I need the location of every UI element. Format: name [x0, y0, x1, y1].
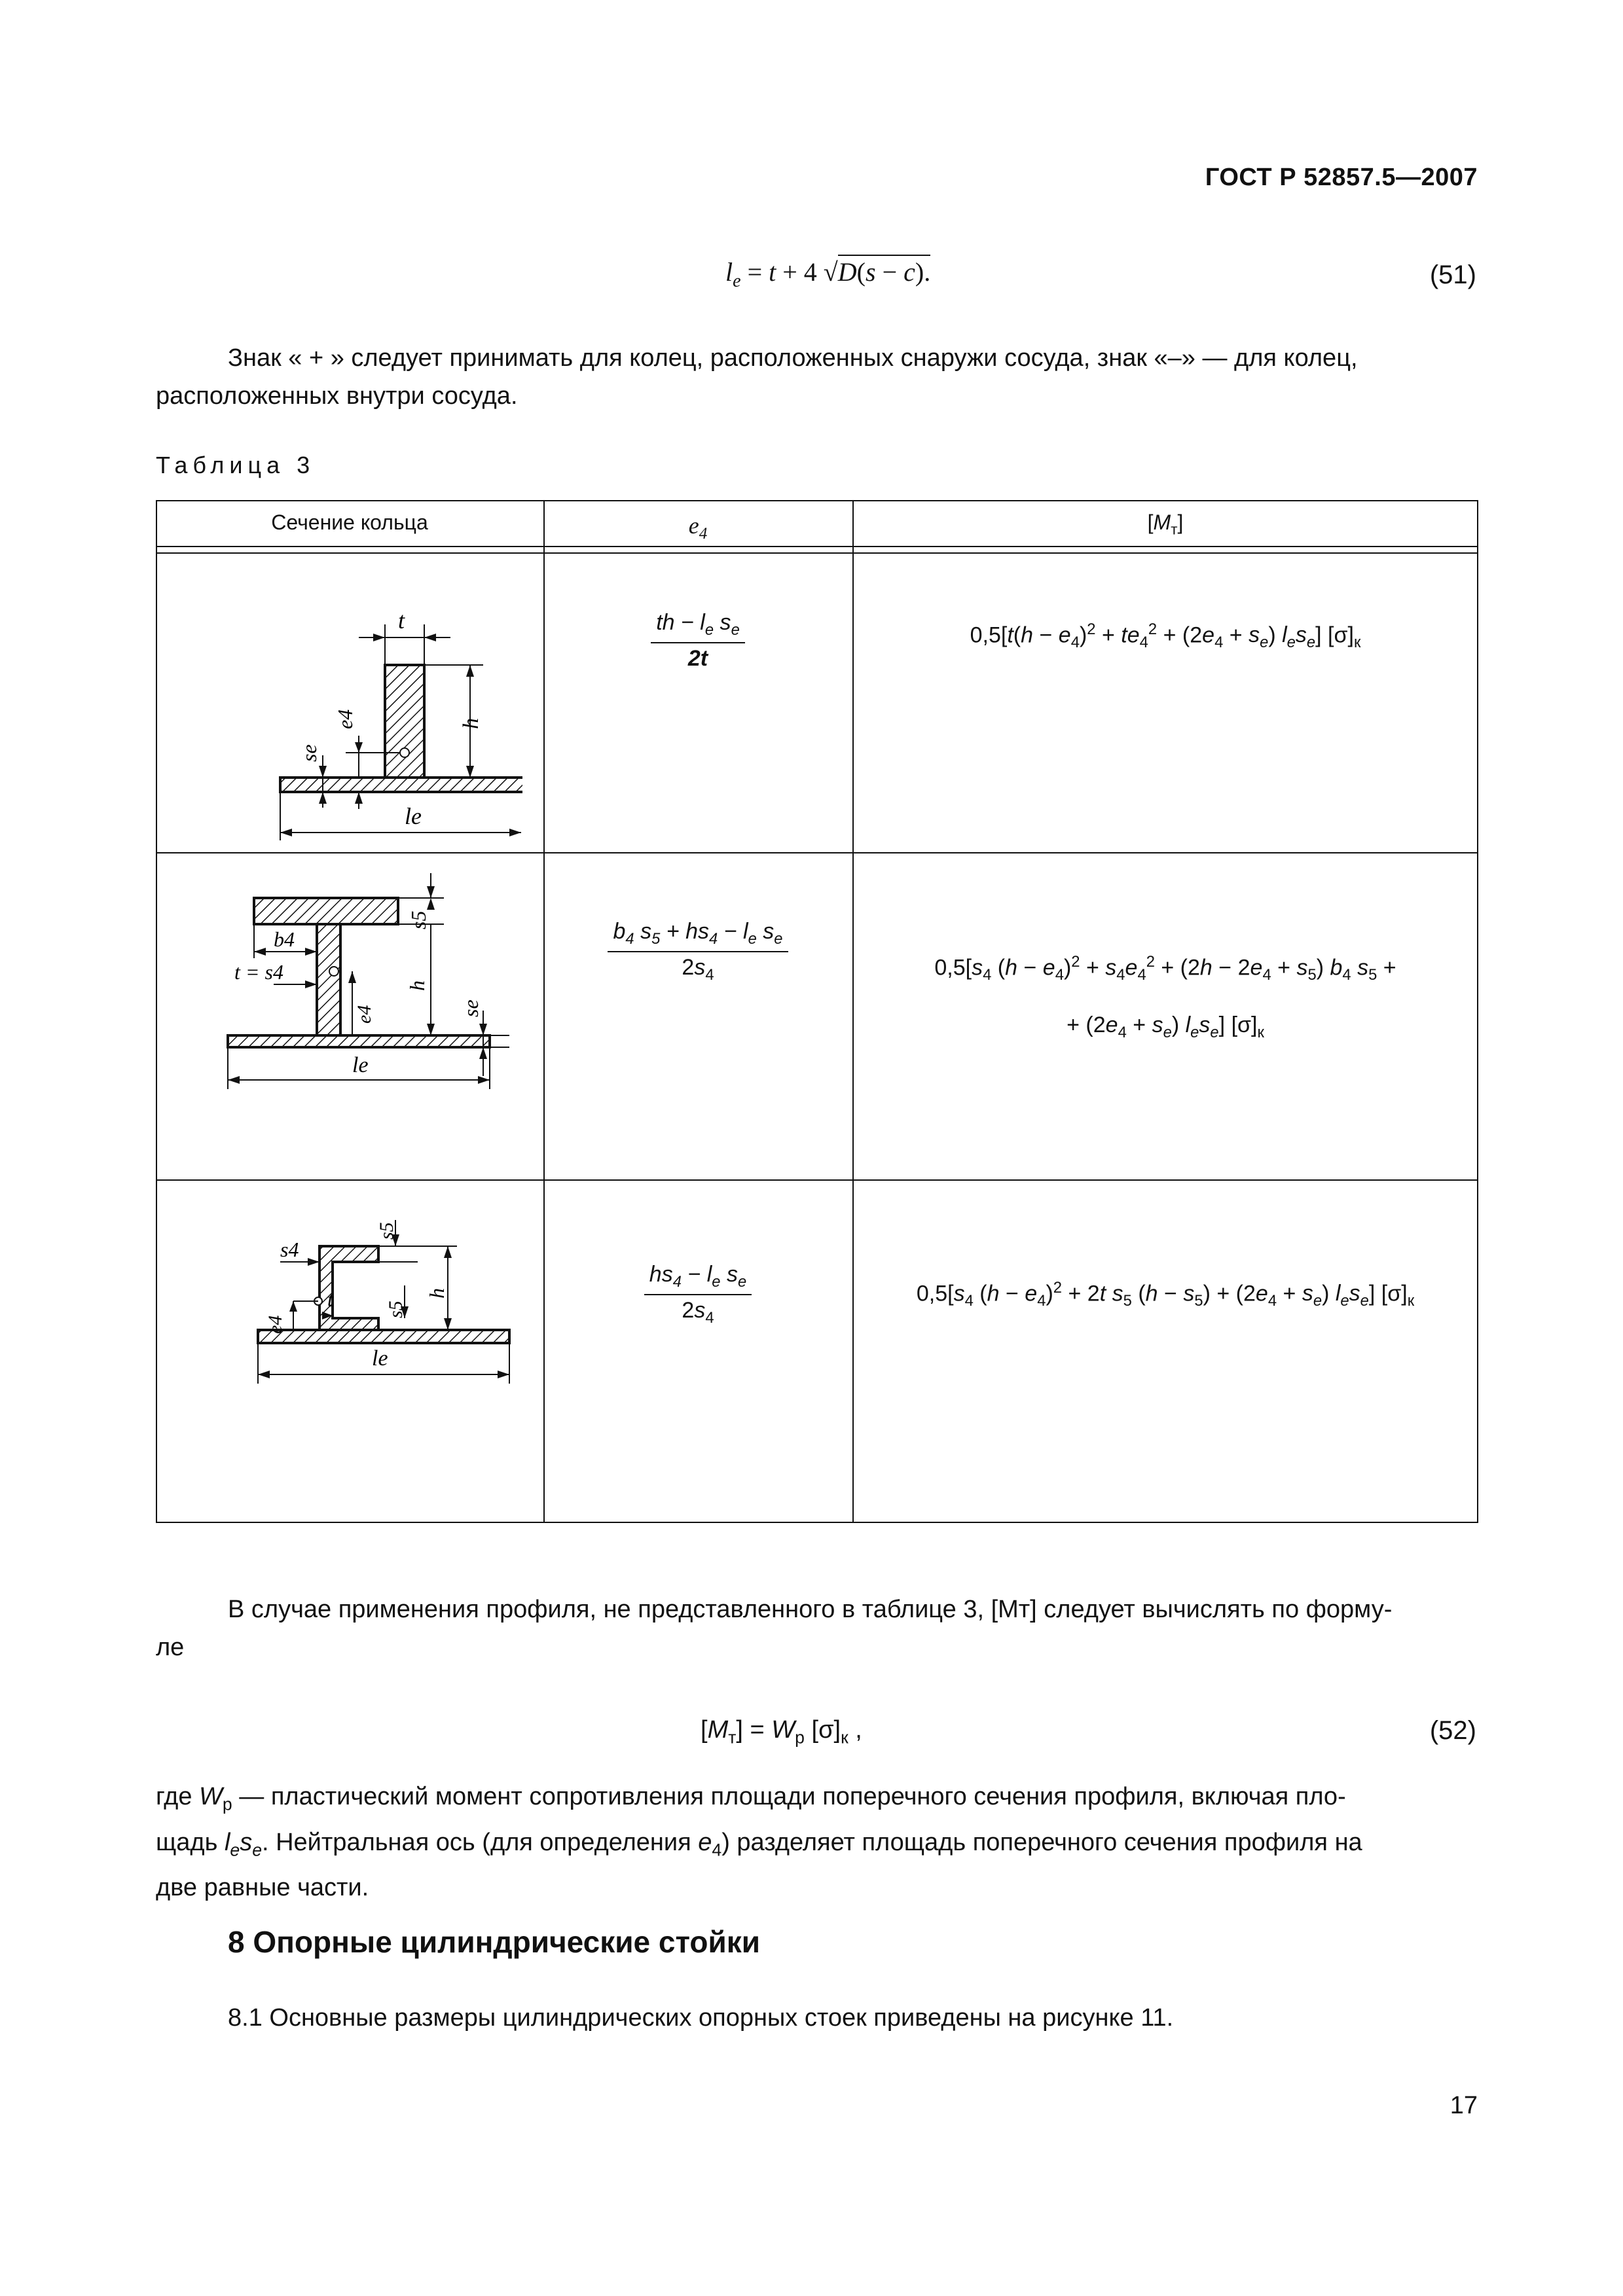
page-number: 17 — [1450, 2092, 1478, 2119]
column-header-e4: $e_4$ — [688, 512, 708, 543]
svg-text:h: h — [405, 980, 429, 991]
paragraph-sign-rule — [156, 339, 1478, 415]
ring-section-diagram-channel — [208, 1194, 536, 1495]
svg-text:b4: b4 — [274, 927, 295, 951]
paragraph-line: Знак « + » следует принимать для колец, расположенных снаружи сосуда, знак «–» — для колец, — [228, 344, 1358, 372]
paragraph-line: где $W_р$ — пластический момент сопротивления площади поперечного сечения профиля, включая пло- — [156, 1783, 1346, 1814]
table-caption: Таблица 3 — [156, 452, 316, 478]
svg-text:t: t — [398, 607, 405, 634]
e4-formula-row-3: $\frac{hs_4 - l_e s_e}{2s_4}$ — [543, 1262, 852, 1327]
text-fragment: ) разделяет площадь поперечного сечения профиля на — [721, 1828, 1362, 1856]
equation-52: $[M_т] = W_р$ $[\sigma]_к$ , — [701, 1716, 862, 1748]
svg-text:le: le — [352, 1053, 369, 1077]
svg-text:h: h — [459, 718, 483, 729]
e4-formula-row-1: $\frac{th - l_e s_e}{2t}$ — [543, 610, 852, 672]
e4-formula-row-2: $\frac{b_4 s_5 + hs_4 - l_e s_e}{2s_4}$ — [543, 919, 852, 984]
svg-text:se: se — [297, 744, 321, 762]
column-header-moment: $[M_т]$ — [1147, 511, 1184, 538]
equation-51: $l_e = t + 4$ √D(s − c). — [725, 257, 930, 292]
paragraph-line: В случае применения профиля, не представленного в таблице 3, [Mт] следует вычислять по форму- — [228, 1596, 1393, 1623]
svg-text:s5: s5 — [376, 1222, 397, 1240]
svg-text:le: le — [405, 803, 422, 829]
paragraph-line: расположенных внутри сосуда. — [156, 382, 518, 410]
moment-formula-row-2: $0,5[s_4$ $(h - e_4)^2 + s_4e_4^2 + (2h - 2e_4 + s_5)$ $b_4$ $s_5$ + + $(2e_4 + s_e)$ $l_es_e$] $[\sigma]_к$ — [934, 953, 1396, 1041]
paragraph-definitions — [156, 1778, 1478, 1907]
text-fragment: где — [156, 1783, 200, 1810]
equation-51-number: (51) — [1429, 260, 1476, 289]
paragraph-line: две равные части. — [156, 1874, 369, 1902]
svg-text:h: h — [425, 1288, 448, 1299]
paragraph-line: щадь $l_es_e$. Нейтральная ось (для определения $e_4$) разделяет площадь поперечного сечения профиля на — [156, 1828, 1362, 1860]
section-heading: 8 Опорные цилиндрические стойки — [228, 1925, 761, 1959]
equation-52-number: (52) — [1429, 1716, 1476, 1745]
svg-text:e4: e4 — [264, 1315, 286, 1334]
svg-text:le: le — [372, 1346, 388, 1371]
svg-text:s4: s4 — [280, 1238, 299, 1261]
moment-formula-row-3: $0,5[s_4$ $(h - e_4)^2 + 2t$ $s_5$ $(h - s_5) + (2e_4 + s_e)$ $l_es_e$] $[\sigma]_к$ — [916, 1279, 1415, 1310]
svg-text:e4: e4 — [333, 709, 357, 729]
ring-section-diagram-t-bar — [208, 565, 522, 847]
svg-text:e4: e4 — [354, 1005, 375, 1024]
column-header-section: Сечение кольца — [271, 511, 428, 534]
moment-formula-row-1: $0,5[t(h - e_4)^2 + te_4^2 + (2e_4 + s_e)$ $l_es_e$] $[\sigma]_к$ — [970, 620, 1361, 652]
table-3 — [156, 500, 1478, 1523]
document-header: ГОСТ Р 52857.5—2007 — [1205, 164, 1478, 191]
paragraph-other-profile — [156, 1590, 1478, 1666]
svg-text:t: t — [327, 1287, 333, 1311]
svg-text:s5: s5 — [407, 910, 430, 929]
svg-text:se: se — [459, 999, 483, 1017]
ring-section-diagram-tee — [195, 867, 536, 1168]
svg-text:s5: s5 — [385, 1300, 407, 1318]
paragraph-line: ле — [156, 1634, 185, 1661]
text-fragment: щадь — [156, 1828, 225, 1856]
paragraph-8-1: 8.1 Основные размеры цилиндрических опорных стоек приведены на рисунке 11. — [228, 2004, 1174, 2032]
svg-text:t = s4: t = s4 — [234, 960, 283, 984]
text-fragment: — пластический момент сопротивления площади поперечного сечения профиля, включая пло- — [232, 1783, 1346, 1810]
text-fragment: . Нейтральная ось (для определения — [261, 1828, 699, 1856]
